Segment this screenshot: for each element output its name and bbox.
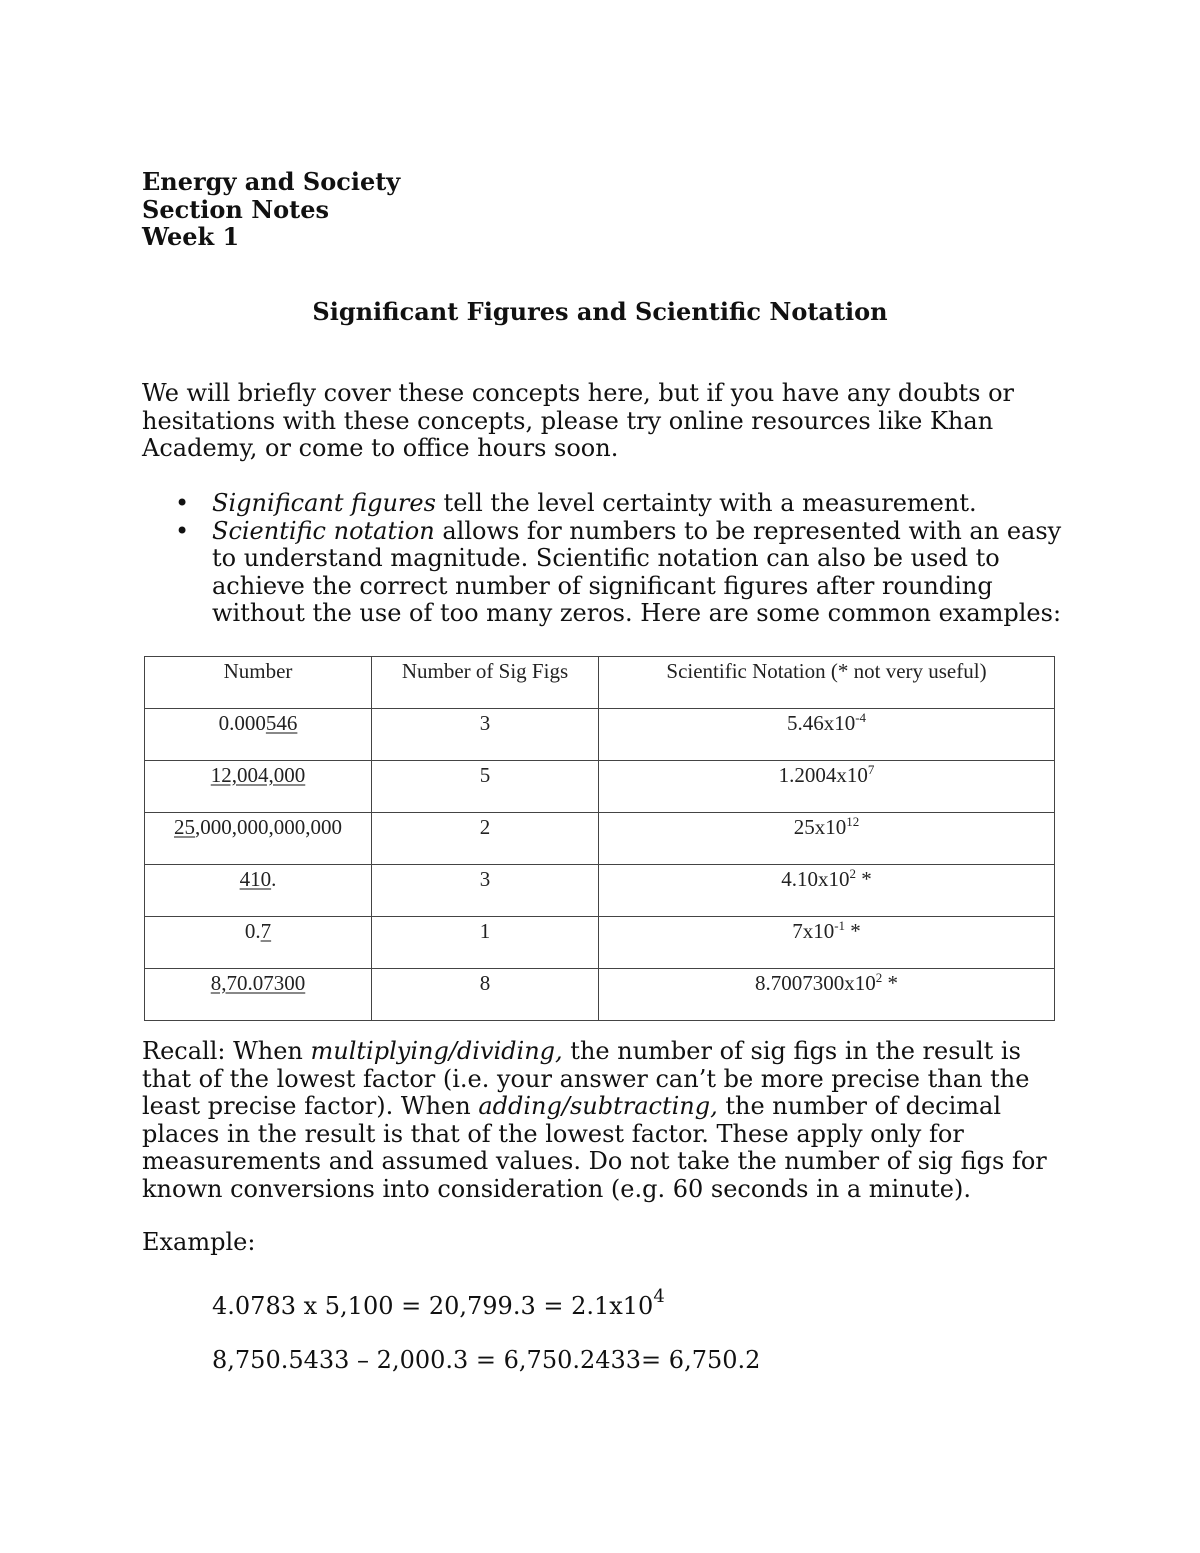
table-header-row: [145, 657, 1055, 709]
notation-cell: $25x10^{12}$: [599, 813, 1055, 865]
example-label: Example:: [142, 1228, 256, 1256]
number-cell: 8,70.07300: [145, 969, 372, 1021]
number-cell: 410.: [145, 865, 372, 917]
notation-cell: $1.2004x10^7$: [599, 761, 1055, 813]
doc-type: Section Notes: [142, 195, 330, 224]
sigfig-cell: 2: [372, 813, 599, 865]
notation-cell: $7x10^{-1}$ *: [599, 917, 1055, 969]
table-row: [145, 813, 1055, 865]
sigfig-cell: 5: [372, 761, 599, 813]
course-title: Energy and Society: [142, 167, 401, 196]
bullet-text: tell the level certainty with a measurement.: [435, 489, 977, 517]
table-row: [145, 917, 1055, 969]
sigfig-cell: 3: [372, 865, 599, 917]
table-row: [145, 761, 1055, 813]
column-header: Number: [145, 657, 372, 709]
number-cell: 12,004,000: [145, 761, 372, 813]
page-title: Significant Figures and Scientific Notation: [312, 297, 888, 326]
sigfig-cell: 8: [372, 969, 599, 1021]
week-label: Week 1: [142, 222, 240, 251]
recall-paragraph: Recall: When multiplying/dividing, the number of sig figs in the result is that of the lowest factor (i.e. your answer can’t be more precise than the least precise factor). When adding/subtracting, the number of decimal places in the result is that of the lowest factor. These apply only for measurements and assumed values. Do not take the number of sig figs for known conversions into consideration (e.g. 60 seconds in a minute).: [142, 1037, 1047, 1203]
example-equation-1: 4.0783 x $5,100 = 20,799.3 = 2.1x10^4$: [212, 1286, 665, 1320]
sig-fig-table: [144, 656, 1055, 1021]
notation-cell: $5.46x10^{-4}$: [599, 709, 1055, 761]
number-cell: 0.000546: [145, 709, 372, 761]
bullet-icon: •: [175, 516, 190, 545]
bullet-term: Scientific notation: [212, 516, 435, 545]
sigfig-cell: 1: [372, 917, 599, 969]
list-item: [142, 490, 1072, 518]
table-row: [145, 709, 1055, 761]
table-row: [145, 865, 1055, 917]
number-cell: 25,000,000,000,000: [145, 813, 372, 865]
intro-paragraph: We will briefly cover these concepts here, but if you have any doubts or hesitations with these concepts, please try online resources like Khan Academy, or come to office hours soon.: [142, 379, 1015, 462]
bullet-icon: •: [175, 489, 190, 517]
example-equation-2: 8,750.5433 – 2,000.3 = 6,750.2433= 6,750.2: [212, 1346, 761, 1374]
notation-cell: $8.7007300x10^2$ *: [599, 969, 1055, 1021]
notation-cell: $4.10x10^2$ *: [599, 865, 1055, 917]
number-cell: 0.7: [145, 917, 372, 969]
bullet-term: Significant figures: [212, 489, 436, 517]
sigfig-cell: 3: [372, 709, 599, 761]
concept-list: [142, 490, 1072, 628]
table-row: [145, 969, 1055, 1021]
column-header: Scientific Notation (* not very useful): [599, 657, 1055, 709]
list-item: [142, 518, 1072, 628]
column-header: Number of Sig Figs: [372, 657, 599, 709]
bullet-text: allows for numbers to be represented with an easy to understand magnitude. Scientific notation can also be used to achieve the correct number of significant figures after rounding without the use of too many zeros. Here are some common examples:: [212, 516, 1062, 627]
